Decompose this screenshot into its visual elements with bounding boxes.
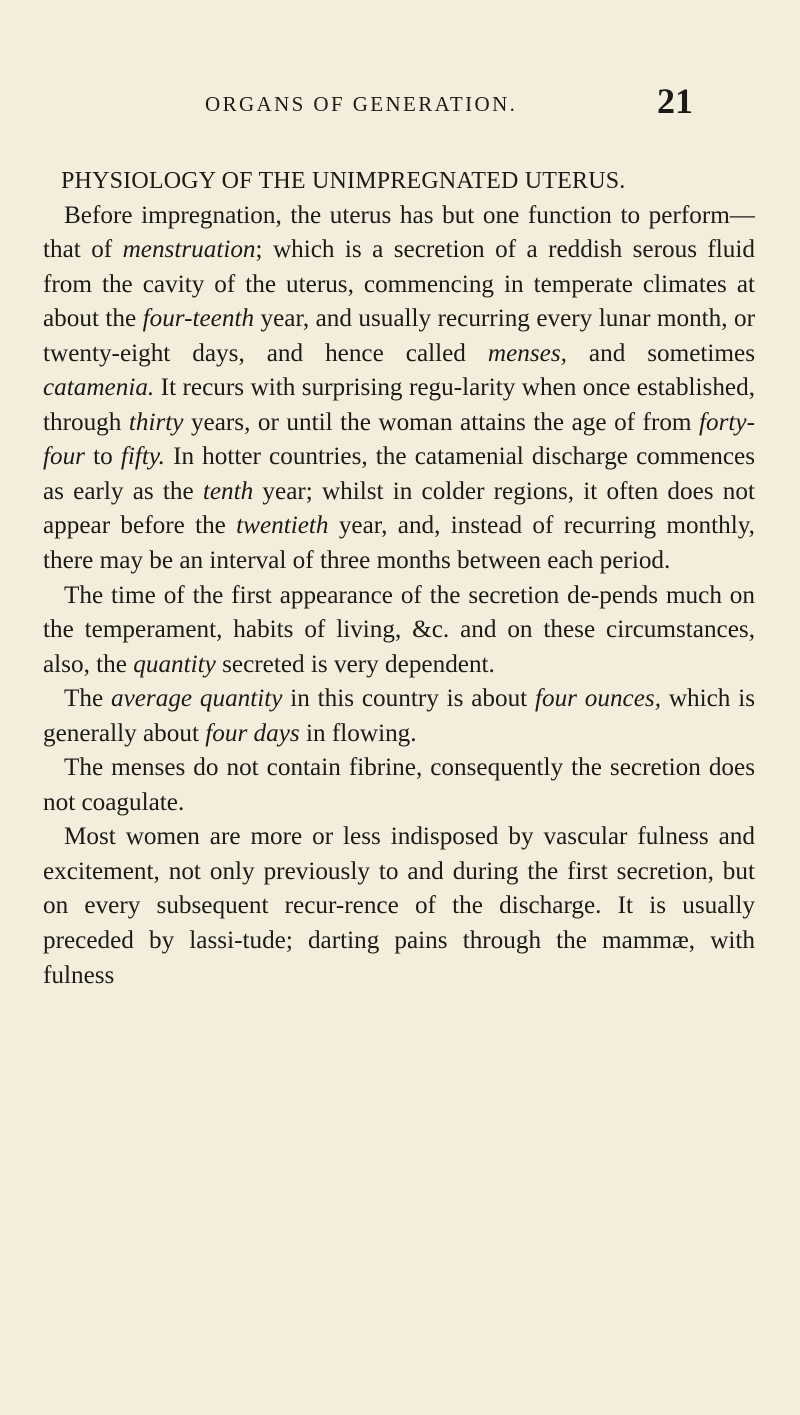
- text-run: years, or until the woman attains the age of from: [183, 408, 700, 436]
- text-run: In hotter countries, the catamenial discharge commences as early as the: [43, 443, 755, 505]
- italic-term: quantity: [133, 650, 216, 678]
- text-run: ; which is a secretion of a reddish serous fluid from the cavity of the uterus, commencing in temperate climates at about the: [43, 236, 755, 333]
- text-run: The: [64, 685, 111, 713]
- text-run: The menses do not contain fibrine, consequently the secretion does not coagulate.: [43, 754, 755, 816]
- italic-term: fifty.: [120, 443, 165, 471]
- paragraph-fibrine: [43, 751, 755, 820]
- page-number: 21: [657, 81, 693, 121]
- running-head: ORGANS OF GENERATION.: [205, 92, 518, 116]
- italic-term: four ounces,: [534, 685, 662, 713]
- text-run: in this country is about: [282, 685, 535, 713]
- italic-term: tenth: [202, 477, 254, 505]
- text-run: in flowing.: [299, 719, 417, 747]
- paragraph-average-quantity: [43, 682, 755, 751]
- text-run: It recurs with surprising regu-larity when once established, through: [43, 374, 755, 436]
- italic-term: menses,: [487, 339, 567, 367]
- text-run: Before impregnation, the uterus has but one function to perform—that of: [43, 201, 755, 264]
- text-run: which is generally about: [43, 685, 755, 747]
- italic-term: four-teenth: [142, 305, 255, 333]
- text-run: secreted is very dependent.: [215, 650, 495, 678]
- paragraph-menstruation: [43, 199, 755, 579]
- text-run: Most women are more or less indisposed by vascular fulness and excitement, not only previously to and during the first secretion, but on every subsequent recur-rence of the discharge. It is usually preceded by lassi-tude; darting pains through the mammæ, with fulness: [43, 823, 755, 989]
- section-heading: PHYSIOLOGY OF THE UNIMPREGNATED UTERUS.: [61, 168, 626, 194]
- italic-term: average quantity: [110, 685, 283, 713]
- italic-term: menstruation: [122, 236, 256, 264]
- italic-term: forty-four: [43, 408, 755, 471]
- paragraph-first-appearance: [43, 579, 755, 683]
- italic-term: catamenia.: [43, 374, 155, 402]
- body-text: [43, 164, 755, 993]
- text-run: year; whilst in colder regions, it often does not appear before the: [43, 477, 755, 540]
- italic-term: twentieth: [236, 512, 329, 540]
- paragraph-indisposition: [43, 820, 755, 993]
- italic-term: four days: [205, 719, 300, 747]
- text-run: The time of the first appearance of the secretion de-pends much on the temperament, habits of living, &c. and on these circumstances, also, the: [43, 581, 755, 678]
- text-run: year, and, instead of recurring monthly, there may be an interval of three months between each period.: [43, 512, 755, 575]
- text-run: and sometimes: [566, 339, 755, 367]
- text-run: year, and usually recurring every lunar month, or twenty-eight days, and hence called: [43, 305, 755, 367]
- text-run: to: [85, 443, 121, 471]
- italic-term: thirty: [128, 408, 184, 436]
